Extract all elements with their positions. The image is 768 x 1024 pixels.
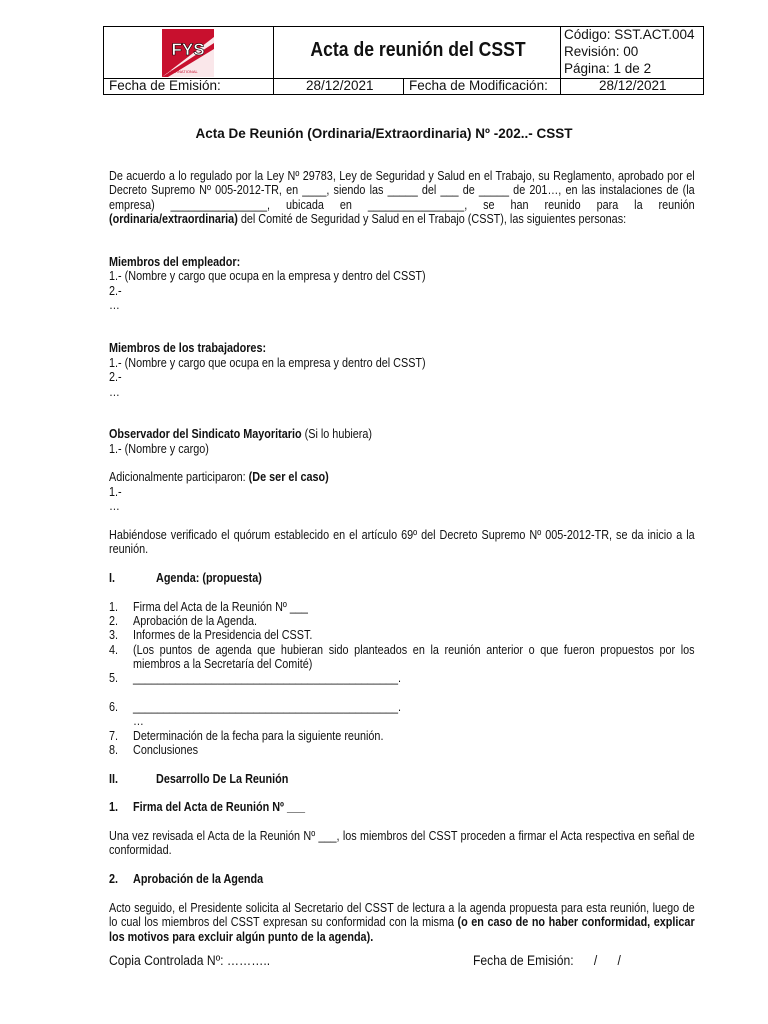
doc-code: Código: SST.ACT.004	[564, 27, 695, 42]
agenda-number: 1.	[109, 600, 119, 614]
controlled-copy-label: Copia Controlada Nº: ………..	[109, 953, 271, 968]
observer-heading: Observador del Sindicato Mayoritario (Si lo hubiera)	[109, 427, 373, 441]
employer-heading: Miembros del empleador:	[109, 255, 241, 269]
header-divider	[273, 78, 274, 95]
agenda-number: 8.	[109, 743, 119, 757]
observer-line: 1.- (Nombre y cargo)	[109, 442, 209, 456]
agenda-number: 5.	[109, 671, 119, 685]
agenda-item: ____________________________________________.	[133, 700, 402, 714]
modified-date-value: 28/12/2021	[599, 78, 667, 93]
agenda-item: Informes de la Presidencia del CSST.	[133, 628, 313, 642]
agenda-number: 3.	[109, 628, 119, 642]
agenda-item: …	[133, 714, 144, 728]
footer-issue-date: Fecha de Emisión: / /	[473, 953, 621, 968]
intro-paragraph: De acuerdo a lo regulado por la Ley Nº 29783, Ley de Seguridad y Salud en el Trabajo, su Reglamento, aprobado por el Decreto Supremo Nº 005-2012-TR, en ____, siendo las _____ del ___ de _____ de 201…, en las instalaciones de (la empresa) ________________, ubicada en ________________, se han reunido para la reunión (ordinaria/extraordinaria) del Comité de Seguridad y Salud en el Trabajo (CSST), las siguientes personas:	[109, 169, 695, 227]
employer-line: …	[109, 298, 120, 312]
agenda-number: 4.	[109, 643, 119, 657]
subsection-title: Aprobación de la Agenda	[133, 872, 264, 886]
employer-line: 2.-	[109, 284, 122, 298]
section-title: Agenda: (propuesta)	[156, 571, 262, 585]
workers-line: 1.- (Nombre y cargo que ocupa en la empresa y dentro del CSST)	[109, 356, 426, 370]
subsection-title: Firma del Acta de Reunión Nº ___	[133, 800, 306, 814]
section-number: I.	[109, 571, 116, 585]
workers-line: 2.-	[109, 370, 122, 384]
agenda-item: Aprobación de la Agenda.	[133, 614, 258, 628]
section-title: Desarrollo De La Reunión	[156, 772, 289, 786]
agenda-item: (Los puntos de agenda que hubieran sido planteados en la reunión anterior o que fueron propuestos por los miembros a la Secretaría del Comité)	[133, 643, 695, 672]
employer-line: 1.- (Nombre y cargo que ocupa en la empresa y dentro del CSST)	[109, 269, 426, 283]
logo-text: FYS	[171, 40, 205, 59]
additional-line: …	[109, 499, 120, 513]
agenda-number: 6.	[109, 700, 119, 714]
sub2-paragraph: Acto seguido, el Presidente solicita al Secretario del CSST de lectura a la agenda propuesta para esta reunión, luego de lo cual los miembros del CSST expresan su conformidad con la misma (o en caso de no haber conformidad, explicar los motivos para excluir algún punto de la agenda).	[109, 901, 695, 944]
additional-line: 1.-	[109, 485, 122, 499]
quorum-paragraph: Habiéndose verificado el quórum establecido en el artículo 69º del Decreto Supremo Nº 005-2012-TR, se da inicio a la reunión.	[109, 528, 695, 557]
modified-date-label: Fecha de Modificación:	[409, 78, 548, 93]
subsection-number: 2.	[109, 872, 119, 886]
doc-revision: Revisión: 00	[564, 44, 639, 59]
agenda-item: Determinación de la fecha para la siguiente reunión.	[133, 729, 384, 743]
issue-date-label: Fecha de Emisión:	[109, 78, 221, 93]
sub1-paragraph: Una vez revisada el Acta de la Reunión Nº ___, los miembros del CSST proceden a firmar el Acta respectiva en señal de conformidad.	[109, 829, 695, 858]
section-number: II.	[109, 772, 119, 786]
header-title: Acta de reunión del CSST	[310, 39, 526, 61]
additional-heading: Adicionalmente participaron: (De ser el caso)	[109, 470, 329, 484]
issue-date-value: 28/12/2021	[306, 78, 374, 93]
document-title: Acta De Reunión (Ordinaria/Extraordinaria) Nº -202..- CSST	[195, 126, 573, 141]
header-divider	[403, 78, 404, 95]
subsection-number: 1.	[109, 800, 119, 814]
workers-heading: Miembros de los trabajadores:	[109, 341, 267, 355]
logo-subtext: INTERNATIONAL	[166, 69, 198, 74]
agenda-number: 2.	[109, 614, 119, 628]
workers-line: …	[109, 385, 120, 399]
header-divider	[560, 27, 561, 78]
agenda-number: 7.	[109, 729, 119, 743]
header-table	[103, 26, 704, 95]
header-divider	[560, 78, 561, 95]
doc-page: Página: 1 de 2	[564, 61, 652, 76]
agenda-item: Conclusiones	[133, 743, 199, 757]
header-divider	[273, 27, 274, 78]
company-logo	[162, 29, 214, 77]
agenda-item: ____________________________________________.	[133, 671, 402, 685]
agenda-item: Firma del Acta de la Reunión Nº ___	[133, 600, 308, 614]
